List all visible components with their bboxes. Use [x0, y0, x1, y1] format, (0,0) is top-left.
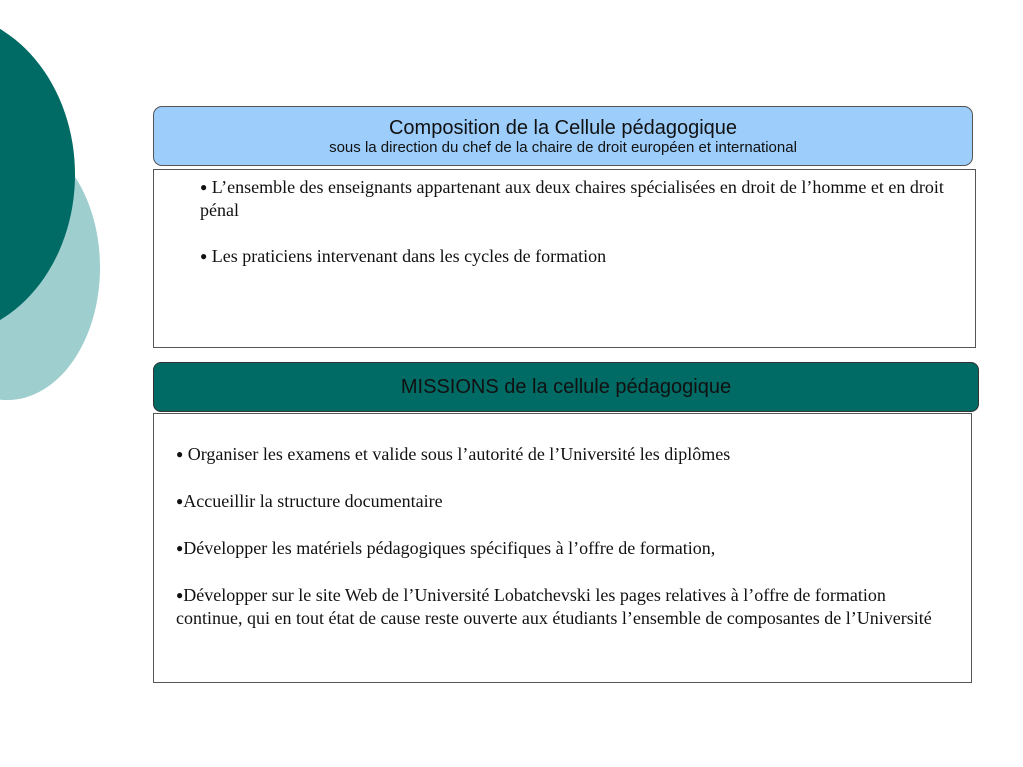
composition-title: Composition de la Cellule pédagogique: [388, 117, 738, 139]
list-item: [176, 537, 953, 560]
composition-list-box: [153, 169, 976, 348]
missions-list: [154, 414, 971, 630]
missions-list-box: [153, 413, 972, 683]
composition-list: [154, 170, 975, 268]
bullet-icon: ●: [176, 494, 184, 508]
bullet-icon: ●: [176, 588, 184, 602]
list-item-text: Accueillir la structure documentaire: [183, 491, 443, 511]
list-item-text: L’ensemble des enseignants appartenant aux deux chaires spécialisées en droit de l’homme et en droit pénal: [200, 177, 944, 220]
list-item: [200, 245, 945, 268]
composition-subtitle: sous la direction du chef de la chaire de droit européen et international: [329, 139, 797, 156]
list-item: [200, 176, 945, 222]
bullet-icon: ●: [200, 180, 208, 194]
list-item-text: Organiser les examens et valide sous l’autorité de l’Université les diplômes: [183, 444, 731, 464]
list-item: [176, 584, 953, 630]
bullet-icon: ●: [176, 541, 184, 555]
list-item-text: Développer les matériels pédagogiques spécifiques à l’offre de formation,: [183, 538, 716, 558]
list-item-text: Développer sur le site Web de l’Université Lobatchevski les pages relatives à l’offre de formation continue, qui en tout état de cause reste ouverte aux étudiants l’ensemble de composantes de l’Université: [176, 585, 932, 628]
bullet-icon: ●: [176, 447, 184, 461]
list-item: [176, 443, 953, 466]
missions-title: MISSIONS de la cellule pédagogique: [400, 376, 732, 398]
missions-header: [153, 362, 979, 412]
composition-header: [153, 106, 973, 166]
bullet-icon: ●: [200, 249, 208, 263]
list-item-text: Les praticiens intervenant dans les cycles de formation: [211, 246, 607, 266]
list-item: [176, 490, 953, 513]
